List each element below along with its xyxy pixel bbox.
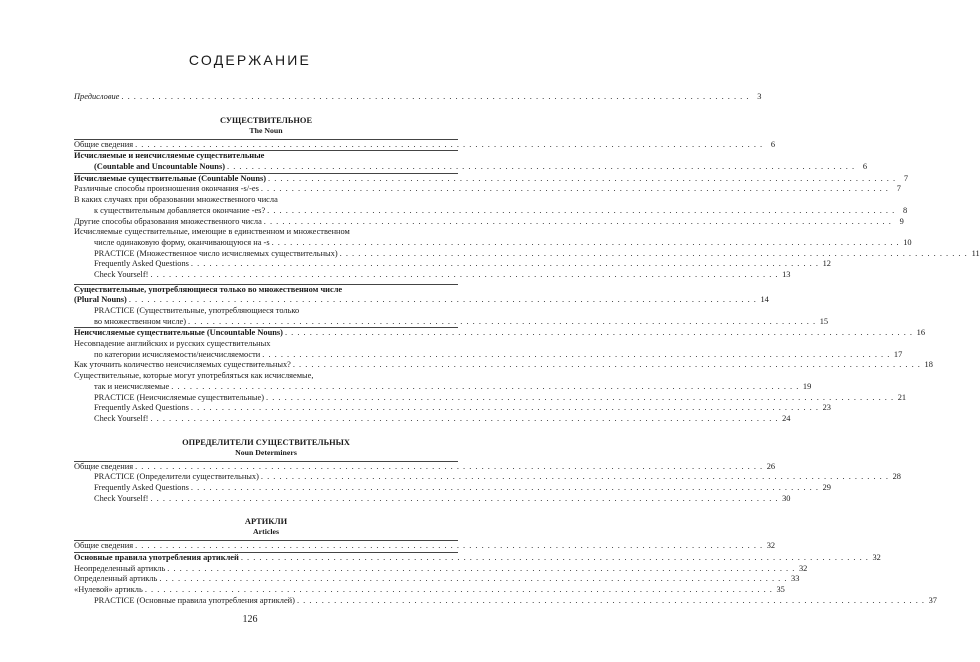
toc-entry-title: Исчисляемые существительные, имеющие в единственном и множественном — [74, 227, 350, 237]
dot-leader — [267, 206, 895, 217]
section-gap — [74, 103, 458, 116]
toc-entry-title: PRACTICE (Неисчисляемые существительные) — [94, 392, 265, 402]
dot-leader — [135, 462, 763, 473]
toc-entry-title: PRACTICE (Существительные, употребляющиеся только — [94, 306, 300, 315]
toc-entry[interactable] — [74, 285, 458, 296]
toc-entry-page: 9 — [899, 216, 904, 226]
section-subheading: Articles — [253, 527, 279, 537]
toc-entry[interactable] — [74, 563, 808, 575]
toc-entry[interactable] — [74, 216, 904, 228]
toc-entry-title: В каких случаях при образовании множественного числа — [74, 195, 278, 205]
page-title: СОДЕРЖАНИЕ — [188, 52, 312, 68]
toc-entry[interactable] — [74, 553, 881, 564]
toc-entry-title: Check Yourself! — [94, 493, 149, 503]
dot-leader — [191, 259, 819, 270]
toc-entry[interactable] — [74, 328, 925, 339]
toc-entry-page: 28 — [892, 472, 901, 482]
dot-leader — [340, 249, 968, 260]
toc-entry-page: 16 — [916, 328, 925, 338]
toc-entry-page: 10 — [903, 237, 912, 247]
toc-entry-page: 29 — [822, 482, 831, 492]
toc-entry-title: Исчисляемые и неисчисляемые существительные — [74, 151, 265, 161]
toc-entry[interactable] — [74, 162, 868, 173]
toc-entry-title: числе одинаковую форму, оканчивающуюся на -s — [94, 237, 270, 247]
toc-entry[interactable] — [74, 349, 903, 361]
toc-entry-title: к существительным добавляется окончание -es? — [94, 205, 266, 215]
toc-entry-page: 14 — [760, 295, 769, 305]
dot-leader — [150, 494, 778, 505]
toc-entry[interactable] — [74, 371, 458, 382]
toc-entry-title: Существительные, которые могут употребляться как исчисляемые, — [74, 371, 314, 381]
toc-entry[interactable] — [74, 269, 791, 281]
dot-leader — [293, 360, 921, 371]
toc-entry-title: Несовпадение английских и русских существительных — [74, 339, 271, 349]
toc-entry[interactable] — [74, 381, 812, 393]
toc-entry-page: 7 — [903, 173, 909, 183]
toc-entry-title: Frequently Asked Questions — [94, 482, 189, 492]
toc-entry-page: 17 — [893, 349, 903, 359]
section-heading: ОПРЕДЕЛИТЕЛИ СУЩЕСТВИТЕЛЬНЫХ — [182, 437, 350, 447]
toc-entry-page: 8 — [903, 205, 908, 215]
toc-entry[interactable] — [74, 139, 776, 151]
toc-entry-page: 12 — [822, 259, 831, 269]
toc-entry-title: так и неисчисляемые — [94, 381, 170, 391]
section-gap — [74, 425, 458, 438]
dot-leader — [241, 553, 869, 564]
toc-entry[interactable] — [74, 472, 901, 483]
toc-entry[interactable] — [74, 585, 785, 596]
dot-leader — [297, 596, 925, 607]
toc-entry-title: PRACTICE (Основные правила употребления артиклей) — [94, 595, 295, 605]
toc-entry[interactable] — [74, 482, 831, 494]
toc-entry-title: Общие сведения — [74, 461, 134, 471]
section-heading: АРТИКЛИ — [244, 517, 288, 527]
toc-entry[interactable] — [74, 541, 776, 552]
toc-entry[interactable] — [74, 195, 458, 206]
toc-entry-title: PRACTICE (Множественное число исчисляемых существительных) — [94, 248, 338, 258]
toc-entry[interactable] — [74, 574, 800, 585]
toc-entry-title: по категории исчисляемости/неисчисляемости — [94, 349, 261, 359]
toc-entry[interactable] — [74, 493, 791, 505]
dot-leader — [188, 317, 816, 328]
toc-entry-title: Существительные, употребляющиеся только во множественном числе — [74, 284, 343, 294]
toc-entry-title: Определенный артикль — [74, 574, 158, 584]
dot-leader — [227, 162, 855, 173]
dot-leader — [272, 238, 900, 249]
dot-leader — [129, 295, 757, 306]
toc-entry-title: во множественном числе) — [94, 316, 187, 326]
toc-entry-preface[interactable] — [74, 92, 762, 103]
toc-entry-page: 6 — [770, 139, 776, 149]
dot-leader — [167, 564, 795, 575]
toc-entry[interactable] — [74, 151, 458, 162]
toc-entry[interactable] — [74, 461, 776, 473]
dot-leader — [191, 403, 819, 414]
dot-leader — [135, 140, 763, 151]
toc-entry-title: Различные способы произношения окончания -s/-es — [74, 184, 259, 194]
toc-sections — [74, 103, 980, 607]
toc-entry-title: Основные правила употребления артиклей — [74, 553, 239, 562]
toc-entry-title: Неопределенный артикль — [74, 563, 166, 573]
toc-entry-page: 33 — [791, 574, 800, 584]
dot-leader — [262, 350, 890, 361]
dot-leader — [266, 393, 894, 404]
dot-leader — [135, 541, 763, 552]
toc-entry[interactable] — [74, 248, 980, 260]
dot-leader — [171, 382, 799, 393]
toc-entry[interactable] — [74, 227, 458, 238]
dot-leader — [261, 184, 889, 195]
toc-entry-page: 13 — [782, 269, 791, 279]
toc-entry-title: Check Yourself! — [94, 269, 149, 279]
page-number: 126 — [242, 614, 258, 625]
toc-entry-title: Общие сведения — [74, 541, 134, 551]
toc-entry[interactable] — [74, 413, 791, 425]
toc-entry-page: 3 — [757, 92, 762, 101]
toc-entry-page: 32 — [766, 541, 776, 551]
dot-leader — [268, 174, 896, 185]
toc-entry-title: (Countable and Uncountable Nouns) — [94, 162, 226, 172]
section-heading: СУЩЕСТВИТЕЛЬНОЕ — [219, 115, 313, 125]
toc-entry-title: Неисчисляемые существительные (Uncountable Nouns) — [74, 328, 283, 338]
toc-entry-page: 32 — [798, 563, 808, 573]
toc-entry-page: 6 — [862, 162, 868, 172]
toc-entry[interactable] — [74, 259, 831, 270]
toc-entry[interactable] — [74, 360, 933, 371]
toc-entry[interactable] — [74, 205, 908, 217]
toc-entry-page: 21 — [897, 392, 907, 402]
toc-entry-title: Другие способы образования множественного числа — [74, 216, 262, 226]
toc-entry-page: 30 — [782, 493, 791, 503]
toc-entry-title: «Нулевой» артикль — [74, 585, 143, 595]
toc-entry[interactable] — [74, 306, 458, 317]
toc-entry[interactable] — [74, 392, 907, 404]
toc-entry-title: Исчисляемые существительные (Countable Nouns) — [74, 173, 267, 183]
toc-entry-title: (Plural Nouns) — [74, 295, 127, 305]
toc-entry[interactable] — [74, 316, 829, 328]
toc-entry-title: Как уточнить количество неисчисляемых существительных? — [74, 360, 291, 370]
section-gap — [74, 504, 458, 517]
toc-entry-title: Предисловие — [74, 92, 120, 101]
toc-entry-page: 37 — [928, 595, 937, 605]
dot-leader — [145, 585, 773, 596]
toc-entry[interactable] — [74, 403, 831, 414]
toc-entry-page: 35 — [776, 585, 785, 595]
dot-leader — [150, 414, 778, 425]
dot-leader — [264, 217, 892, 228]
toc-entry-page: 32 — [872, 553, 881, 562]
toc-entry[interactable] — [74, 595, 937, 607]
table-of-contents — [74, 92, 980, 606]
dot-leader — [261, 472, 889, 483]
toc-entry-title: Frequently Asked Questions — [94, 403, 189, 413]
dot-leader — [159, 574, 787, 585]
toc-entry[interactable] — [74, 173, 909, 185]
toc-entry-title: Общие сведения — [74, 139, 134, 149]
section-subheading: Noun Determiners — [235, 447, 297, 457]
toc-entry[interactable] — [74, 237, 912, 249]
toc-entry-page: 7 — [896, 184, 901, 194]
toc-entry-page: 23 — [822, 403, 831, 413]
dot-leader — [150, 270, 778, 281]
toc-entry[interactable] — [74, 184, 901, 195]
toc-entry-page: 26 — [766, 461, 776, 471]
toc-entry-page: 11 — [971, 248, 980, 258]
toc-entry[interactable] — [74, 339, 458, 350]
toc-entry-page: 18 — [924, 360, 933, 370]
dot-leader — [191, 483, 819, 494]
toc-entry[interactable] — [74, 295, 769, 306]
section-subheading: The Noun — [249, 125, 283, 135]
toc-entry-title: Check Yourself! — [94, 413, 149, 423]
dot-leader — [285, 328, 913, 339]
toc-entry-page: 24 — [782, 413, 791, 423]
dot-leader — [121, 92, 749, 103]
toc-entry-title: PRACTICE (Определители существительных) — [94, 472, 259, 482]
toc-entry-page: 19 — [802, 381, 812, 391]
toc-entry-page: 15 — [819, 316, 829, 326]
toc-entry-title: Frequently Asked Questions — [94, 259, 189, 269]
